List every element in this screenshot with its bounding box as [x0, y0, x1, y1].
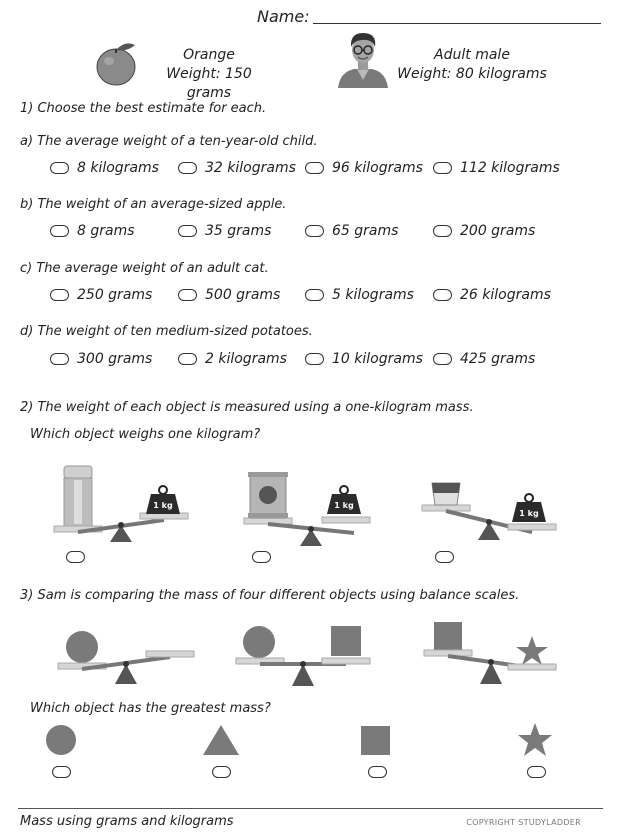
balance-scale-glass: [420, 460, 570, 550]
q1a-option-2[interactable]: [178, 160, 296, 176]
q3-option-circle[interactable]: [52, 766, 71, 778]
radio-oval[interactable]: [305, 225, 324, 237]
q1a-option-3[interactable]: [305, 160, 423, 176]
weight-label: 1 kg: [334, 501, 354, 510]
radio-oval[interactable]: [178, 225, 197, 237]
radio-oval[interactable]: [305, 353, 324, 365]
square-shape: [434, 622, 462, 650]
option-label: 250 grams: [77, 287, 153, 303]
q1d-option-3[interactable]: [305, 351, 423, 367]
option-label: 2 kilograms: [205, 351, 287, 367]
option-label: 8 kilograms: [77, 160, 159, 176]
circle-shape: [66, 631, 98, 663]
q1a-option-4[interactable]: [433, 160, 560, 176]
q1c-option-3[interactable]: [305, 287, 414, 303]
q2-option-glass[interactable]: [435, 551, 454, 563]
q1d-option-1[interactable]: [50, 351, 152, 367]
radio-oval[interactable]: [50, 162, 69, 174]
q2-prompt: 2) The weight of each object is measured using a one-kilogram mass.: [20, 400, 474, 415]
q1b-question: b) The weight of an average-sized apple.: [20, 197, 287, 212]
balance-square-vs-star: [422, 620, 572, 695]
q1c-option-1[interactable]: [50, 287, 152, 303]
q3-option-star[interactable]: [527, 766, 546, 778]
footer-divider: [18, 808, 603, 809]
radio-oval[interactable]: [178, 353, 197, 365]
kg-weight-icon: [512, 494, 546, 522]
radio-oval[interactable]: [50, 225, 69, 237]
q2-option-milk[interactable]: [66, 551, 85, 563]
adult-male-weight: Weight: 80 kilograms: [397, 66, 547, 82]
q1b-option-3[interactable]: [305, 223, 398, 239]
circle-shape: [243, 626, 275, 658]
option-label: 96 kilograms: [332, 160, 423, 176]
q1d-option-4[interactable]: [433, 351, 535, 367]
q3-option-square[interactable]: [368, 766, 387, 778]
adult-male-icon: [334, 28, 392, 88]
q1c-option-2[interactable]: [178, 287, 280, 303]
option-label: 200 grams: [460, 223, 536, 239]
balance-scale-milk: [52, 460, 202, 550]
q1a-question: a) The average weight of a ten-year-old child.: [20, 134, 318, 149]
q1b-option-2[interactable]: [178, 223, 271, 239]
orange-icon: [95, 40, 139, 88]
star-shape: [516, 636, 548, 665]
option-label: 112 kilograms: [460, 160, 560, 176]
option-label: 8 grams: [77, 223, 135, 239]
radio-oval[interactable]: [50, 289, 69, 301]
q1-prompt: 1) Choose the best estimate for each.: [20, 101, 267, 116]
radio-oval[interactable]: [433, 289, 452, 301]
radio-oval[interactable]: [433, 353, 452, 365]
radio-oval[interactable]: [178, 289, 197, 301]
triangle-shape: [202, 724, 240, 756]
option-label: 300 grams: [77, 351, 153, 367]
q1b-option-4[interactable]: [433, 223, 535, 239]
name-label: Name:: [257, 7, 310, 26]
balance-circle-vs-empty: [52, 620, 202, 695]
weight-label: 1 kg: [519, 509, 539, 518]
q3-question: Which object has the greatest mass?: [30, 701, 271, 716]
square-shape: [361, 726, 391, 756]
q1d-question: d) The weight of ten medium-sized potatoes.: [20, 324, 313, 339]
balance-scale-can: [240, 460, 390, 550]
kg-weight-icon: [146, 486, 180, 514]
option-label: 425 grams: [460, 351, 536, 367]
radio-oval[interactable]: [433, 225, 452, 237]
q1d-option-2[interactable]: [178, 351, 287, 367]
option-label: 26 kilograms: [460, 287, 551, 303]
q3-prompt: 3) Sam is comparing the mass of four different objects using balance scales.: [20, 588, 520, 603]
radio-oval[interactable]: [433, 162, 452, 174]
q1c-question: c) The average weight of an adult cat.: [20, 261, 269, 276]
option-label: 35 grams: [205, 223, 272, 239]
balance-circle-vs-square: [232, 620, 382, 695]
footer-title: Mass using grams and kilograms: [20, 814, 234, 829]
q2-subprompt: Which object weighs one kilogram?: [30, 427, 261, 442]
q1a-option-1[interactable]: [50, 160, 159, 176]
q2-option-can[interactable]: [252, 551, 271, 563]
orange-weight: Weight: 150 grams: [166, 66, 252, 101]
circle-shape: [45, 724, 77, 756]
name-field[interactable]: [313, 23, 601, 24]
q3-option-triangle[interactable]: [212, 766, 231, 778]
radio-oval[interactable]: [50, 353, 69, 365]
option-label: 500 grams: [205, 287, 281, 303]
copyright: COPYRIGHT STUDYLADDER: [466, 818, 581, 827]
q1c-option-4[interactable]: [433, 287, 551, 303]
radio-oval[interactable]: [305, 162, 324, 174]
square-shape: [331, 626, 361, 656]
radio-oval[interactable]: [305, 289, 324, 301]
star-shape: [517, 722, 553, 758]
weight-label: 1 kg: [153, 501, 173, 510]
option-label: 65 grams: [332, 223, 399, 239]
radio-oval[interactable]: [178, 162, 197, 174]
q1b-option-1[interactable]: [50, 223, 135, 239]
option-label: 5 kilograms: [332, 287, 414, 303]
orange-name: Orange: [183, 47, 235, 63]
option-label: 32 kilograms: [205, 160, 296, 176]
kg-weight-icon: [327, 486, 361, 514]
option-label: 10 kilograms: [332, 351, 423, 367]
adult-male-name: Adult male: [434, 47, 510, 63]
